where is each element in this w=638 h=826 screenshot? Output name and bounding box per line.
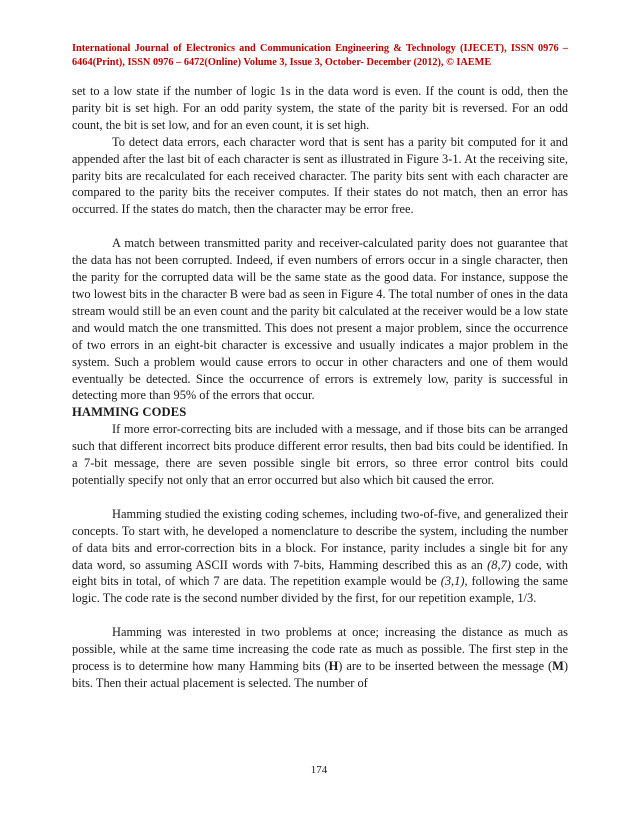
text-run: code, with eight bits in total, of which 7 are data. The repetition example would be: [72, 557, 568, 589]
paragraph-error-correcting: If more error-correcting bits are included with a message, and if those bits can be arranged such that different incorrect bits produce different error results, then bad bits could be identified. In a 7-bit message, there are seven possible single bit errors, so three error control bits could potentially specify not only that an error occurred but also which bit caused the error.: [72, 422, 568, 487]
page-number: 174: [310, 764, 328, 776]
paragraph-detect-errors: To detect data errors, each character word that is sent has a parity bit computed for it and appended after the last bit of each character is sent as illustrated in Figure 3-1. At the receiving site, parity bits are recalculated for each received character. The parity bits sent with each character are compared to the parity bits the receiver computes. If their states do not match, then an error has occurred. If the states do match, then the character may be error free.: [72, 134, 568, 217]
symbol-h: H: [328, 659, 339, 674]
paragraph-hamming-nomenclature: [72, 506, 568, 607]
code-notation: (3,1): [440, 574, 465, 589]
paragraph-parity-match: A match between transmitted parity and receiver-calculated parity does not guarantee that the data has not been corrupted. Indeed, if even numbers of errors occur in a single character, then the parity for the corrupted data will be the same state as the good data. For instance, suppose the two lowest bits in the character B were bad as seen in Figure 4. The total number of ones in the data stream would still be an even count and the parity bit calculated at the receiver would be a low state and would match the one transmitted. This does not present a major problem, since the occurrence of two errors in an eight-bit character is excessive and usually indicates a major problem in the system. Such a problem would cause errors to occur in other characters and one of them would eventually be detected. Since the occurrence of errors is extremely low, parity is successful in detecting more than 95% of the errors that occur.: [72, 236, 568, 403]
paragraph-hamming-problems: [72, 624, 568, 692]
text-run: ) are to be inserted between the message (: [338, 659, 553, 674]
code-notation: (8,7): [487, 557, 511, 572]
text-run: Hamming was interested in two problems at once; increasing the distance as much as possible, while at the same time increasing the code rate as much as possible. The first step in the process is to determine how many Hamming bits (: [72, 625, 568, 674]
text-run: , following the same logic. The code rate is the second number divided by the first, for our repetition example, 1/3.: [72, 574, 568, 606]
journal-header: International Journal of Electronics and Communication Engineering & Technology (IJECET), ISSN 0976 – 6464(Print), ISSN 0976 – 6472(Online) Volume 3, Issue 3, October- December (2012), © IAEME: [72, 43, 568, 68]
section-heading: HAMMING CODES: [72, 405, 187, 420]
paragraph-parity-state: set to a low state if the number of logic 1s in the data word is even. If the count is odd, then the parity bit is set high. For an odd parity system, the state of the parity bit is reversed. For an odd count, the bit is set low, and for an even count, it is set high.: [72, 84, 568, 132]
text-run: ) bits. Then their actual placement is selected. The number of: [72, 659, 568, 690]
symbol-m: M: [552, 659, 564, 674]
text-run: Hamming studied the existing coding schemes, including two-of-five, and generalized their concepts. To start with, he developed a nomenclature to describe the system, including the number of data bits and error-correction bits in a block. For instance, parity includes a single bit for any data word, so assuming ASCII words with 7-bits, Hamming described this as an: [72, 506, 568, 572]
body-text: [72, 83, 568, 692]
